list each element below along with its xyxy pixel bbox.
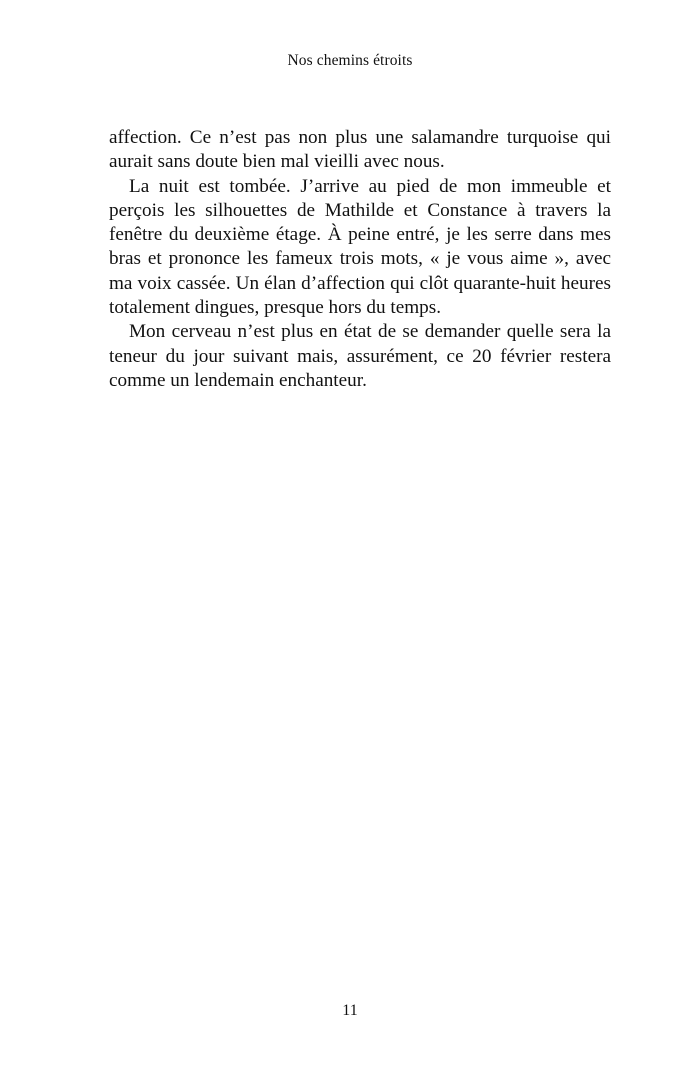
running-header-title: Nos chemins étroits bbox=[287, 52, 413, 69]
page-number: 11 bbox=[342, 1002, 358, 1019]
paragraph: La nuit est tombée. J’arrive au pied de mon immeuble et perçois les silhouettes de Mathilde et Constance à travers la fenêtre du deuxième étage. À peine entré, je les serre dans mes bras et prononce les fameux trois mots, « je vous aime », avec ma voix cassée. Un élan d’affection qui clôt quarante-huit heures totalement dingues, presque hors du temps. bbox=[109, 175, 611, 319]
paragraph: Mon cerveau n’est plus en état de se demander quelle sera la teneur du jour suivant mais, assurément, ce 20 février restera comme un lendemain enchanteur. bbox=[109, 321, 611, 391]
paragraph-continued: affection. Ce n’est pas non plus une salamandre turquoise qui aurait sans doute bien mal vieilli avec nous. bbox=[109, 127, 611, 173]
body-text bbox=[109, 126, 611, 393]
